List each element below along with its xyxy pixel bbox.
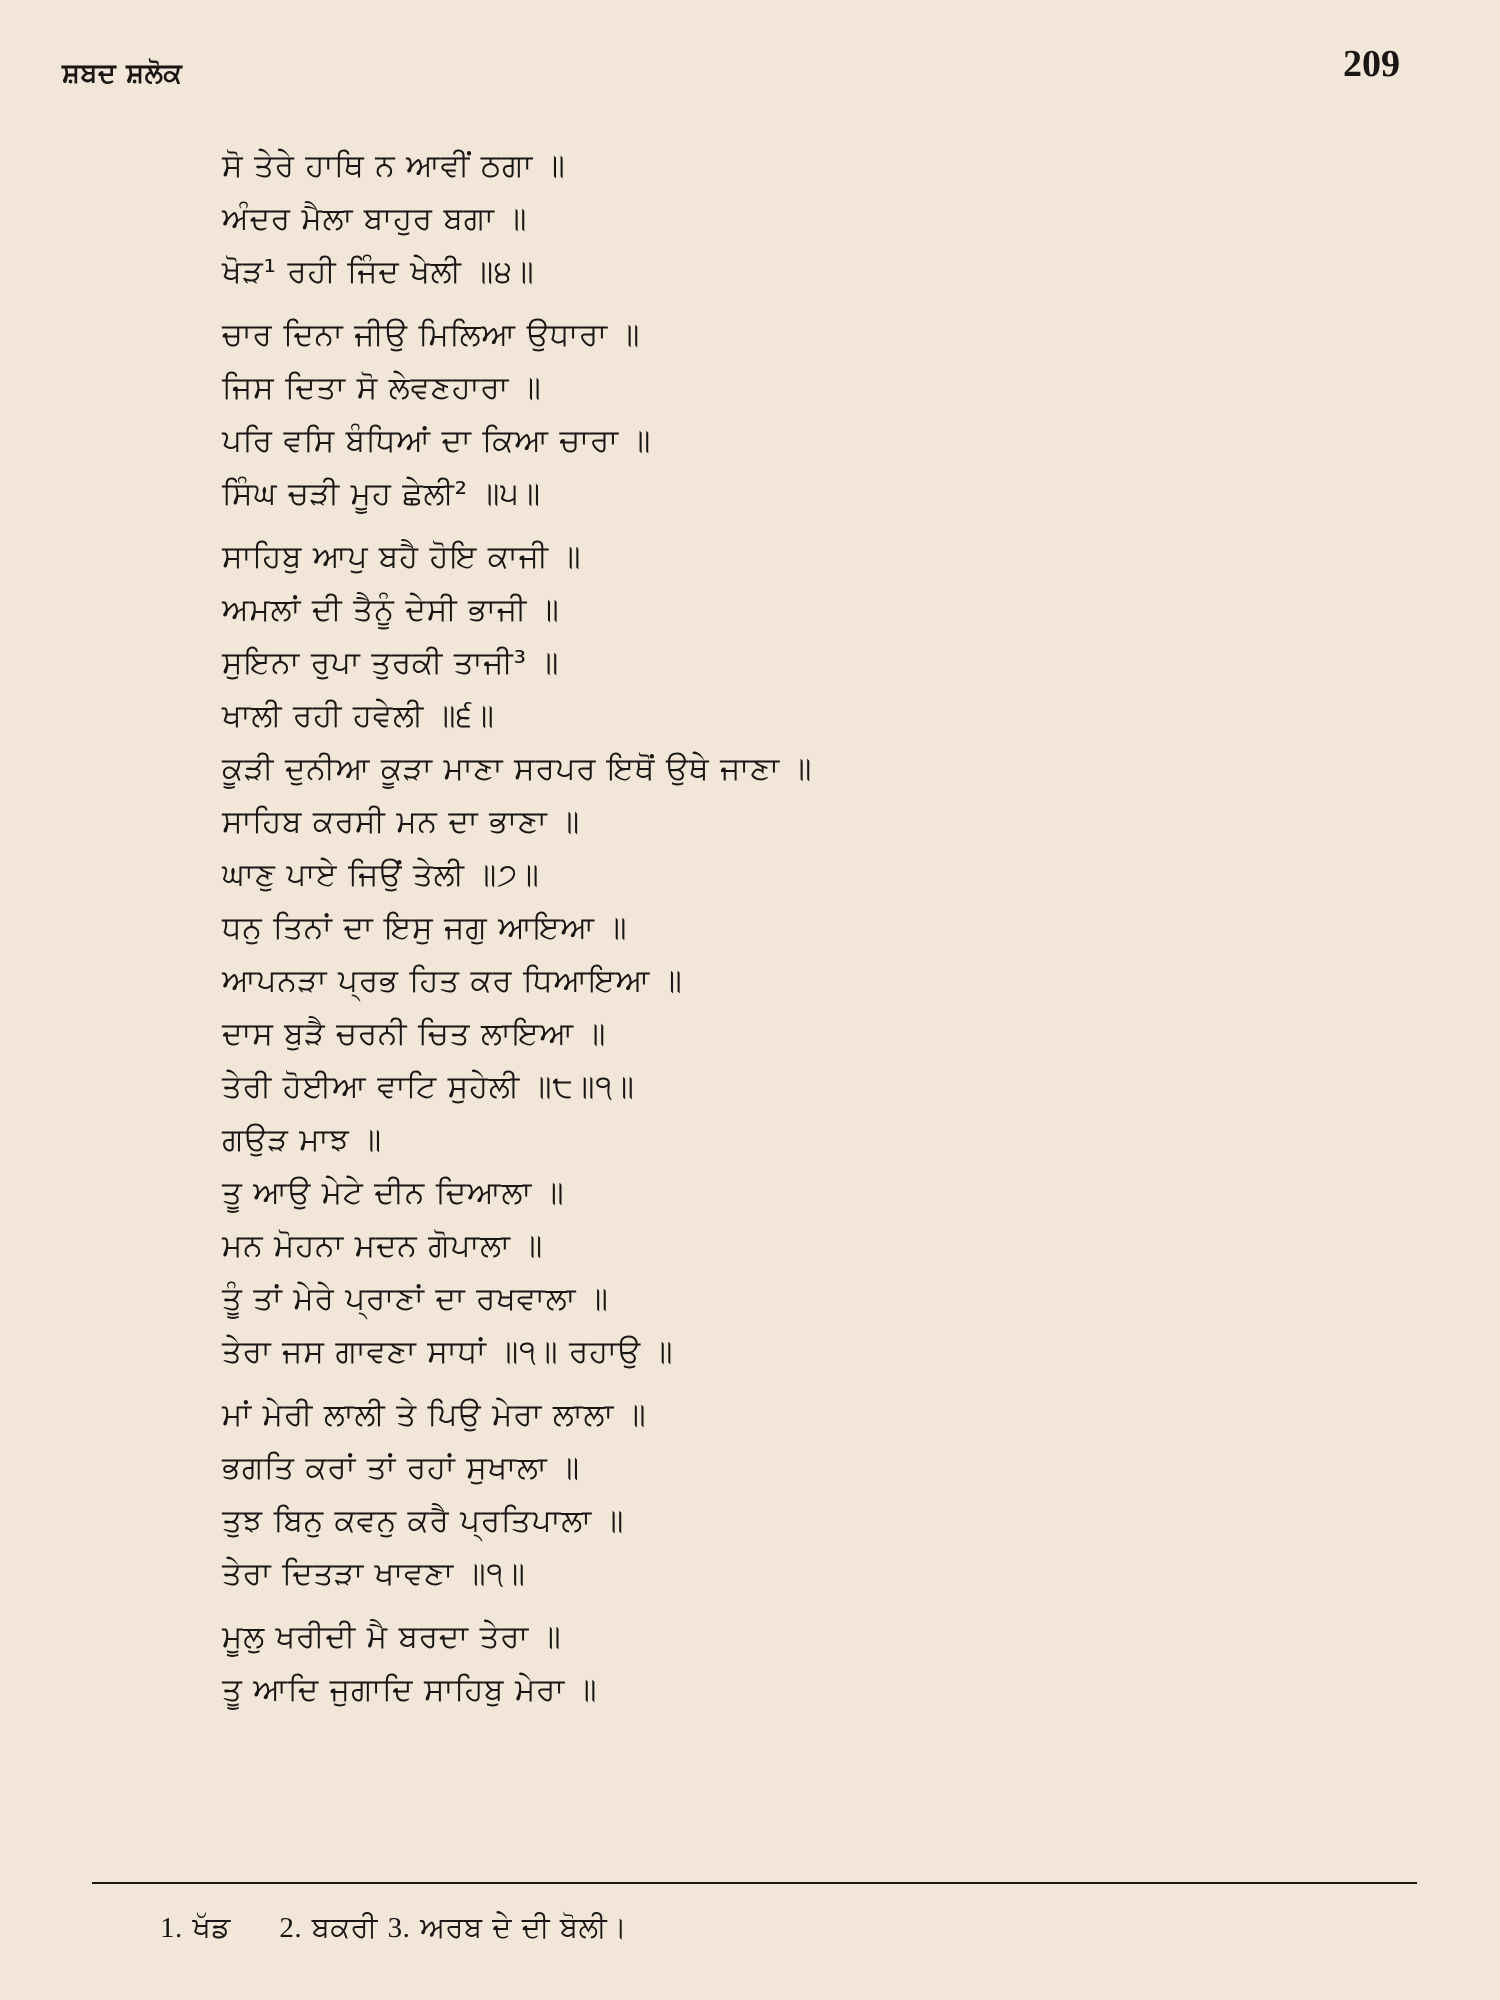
verse-line: ਭਗਤਿ ਕਰਾਂ ਤਾਂ ਰਹਾਂ ਸੁਖਾਲਾ ॥ <box>222 1450 580 1486</box>
page-number: 209 <box>1343 43 1400 85</box>
verse-line: ਸਿੰਘ ਚੜੀ ਮੂਹ ਛੇਲੀ² ॥੫॥ <box>222 476 541 512</box>
verse-line: ਤੇਰਾ ਦਿਤੜਾ ਖਾਵਣਾ ॥੧॥ <box>222 1556 526 1592</box>
footnote-number: 2. <box>279 1912 303 1944</box>
verse-line: ਸਾਹਿਬੁ ਆਪੁ ਬਹੈ ਹੋਇ ਕਾਜੀ ॥ <box>222 539 582 575</box>
footnote-number: 1. <box>160 1912 183 1944</box>
verse-line: ਘਾਣੁ ਪਾਏ ਜਿਉਂ ਤੇਲੀ ॥੭॥ <box>222 857 540 893</box>
footnote-text: ਬਕਰੀ <box>311 1910 378 1944</box>
verse-line: ਖੋੜ¹ ਰਹੀ ਜਿੰਦ ਖੇਲੀ ॥੪॥ <box>222 254 535 290</box>
verse-line: ਮੂਲੁ ਖਰੀਦੀ ਮੈ ਬਰਦਾ ਤੇਰਾ ॥ <box>222 1619 562 1655</box>
footnote-text: ਖੱਡ <box>192 1910 231 1944</box>
footnote-number: 3. <box>387 1912 411 1944</box>
verse-line: ਤੂ ਆਉ ਮੇਟੇ ਦੀਨ ਦਿਆਲਾ ॥ <box>222 1175 565 1211</box>
verse-line: ਧਨੁ ਤਿਨਾਂ ਦਾ ਇਸੁ ਜਗੁ ਆਇਆ ॥ <box>222 910 628 946</box>
verse-line: ਪਰਿ ਵਸਿ ਬੰਧਿਆਂ ਦਾ ਕਿਆ ਚਾਰਾ ॥ <box>222 423 652 459</box>
verse-line: ਤੂੰ ਤਾਂ ਮੇਰੇ ਪ੍ਰਾਣਾਂ ਦਾ ਰਖਵਾਲਾ ॥ <box>222 1281 609 1317</box>
verse-line: ਗਉੜ ਮਾਝ ॥ <box>222 1122 382 1158</box>
verse-line: ਸੁਇਨਾ ਰੁਪਾ ਤੁਰਕੀ ਤਾਜੀ³ ॥ <box>222 645 560 681</box>
verse-line: ਖਾਲੀ ਰਹੀ ਹਵੇਲੀ ॥੬॥ <box>222 698 495 734</box>
verse-line: ਤੂ ਆਦਿ ਜੁਗਾਦਿ ਸਾਹਿਬੁ ਮੇਰਾ ॥ <box>222 1672 598 1708</box>
running-head: ਸ਼ਬਦ ਸ਼ਲੋਕ <box>62 58 183 89</box>
verse-line: ਅਮਲਾਂ ਦੀ ਤੈਨੂੰ ਦੇਸੀ ਭਾਜੀ ॥ <box>222 592 560 628</box>
verse-line: ਚਾਰ ਦਿਨਾ ਜੀਉ ਮਿਲਿਆ ਉਧਾਰਾ ॥ <box>222 317 641 353</box>
verse-line: ਮਾਂ ਮੇਰੀ ਲਾਲੀ ਤੇ ਪਿਉ ਮੇਰਾ ਲਾਲਾ ॥ <box>222 1397 647 1433</box>
footnotes <box>160 1910 627 1945</box>
verse-line: ਆਪਨੜਾ ਪ੍ਰਭ ਹਿਤ ਕਰ ਧਿਆਇਆ ॥ <box>222 963 683 999</box>
verse-line: ਜਿਸ ਦਿਤਾ ਸੋ ਲੇਵਣਹਾਰਾ ॥ <box>222 370 542 406</box>
verse-block <box>222 140 1222 1717</box>
verse-line: ਸੋ ਤੇਰੇ ਹਾਥਿ ਨ ਆਵੀਂ ਠਗਾ ॥ <box>222 148 566 184</box>
verse-line: ਕੂੜੀ ਦੁਨੀਆ ਕੂੜਾ ਮਾਣਾ ਸਰਪਰ ਇਥੋਂ ਉਥੇ ਜਾਣਾ ॥ <box>222 751 813 787</box>
verse-line: ਤੇਰੀ ਹੋਈਆ ਵਾਟਿ ਸੁਹੇਲੀ ॥੮॥੧॥ <box>222 1069 635 1105</box>
verse-line: ਮਨ ਮੋਹਨਾ ਮਦਨ ਗੋਪਾਲਾ ॥ <box>222 1228 544 1264</box>
verse-line: ਤੇਰਾ ਜਸ ਗਾਵਣਾ ਸਾਧਾਂ ॥੧॥ ਰਹਾਉ ॥ <box>222 1334 674 1370</box>
verse-line: ਸਾਹਿਬ ਕਰਸੀ ਮਨ ਦਾ ਭਾਣਾ ॥ <box>222 804 581 840</box>
footnote-divider <box>92 1882 1417 1884</box>
verse-line: ਦਾਸ ਬੁੜੈ ਚਰਨੀ ਚਿਤ ਲਾਇਆ ॥ <box>222 1016 607 1052</box>
verse-line: ਅੰਦਰ ਮੈਲਾ ਬਾਹੁਰ ਬਗਾ ॥ <box>222 201 528 237</box>
verse-line: ਤੁਝ ਬਿਨੁ ਕਵਨੁ ਕਰੈ ਪ੍ਰਤਿਪਾਲਾ ॥ <box>222 1503 625 1539</box>
footnote-text: ਅਰਬ ਦੇ ਦੀ ਬੋਲੀ। <box>420 1910 628 1944</box>
